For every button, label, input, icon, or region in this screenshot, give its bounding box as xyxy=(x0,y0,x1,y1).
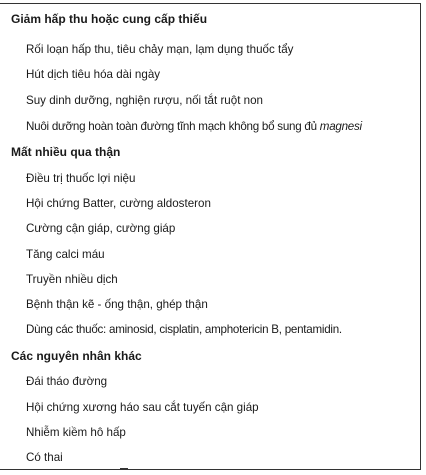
table-bottom-border xyxy=(0,469,421,470)
list-item: Cường cận giáp, cường giáp xyxy=(26,222,176,235)
list-item: Hội chứng xương háo sau cắt tuyến cận giáp xyxy=(26,401,259,414)
list-item: Hội chứng Batter, cường aldosteron xyxy=(26,197,211,210)
list-item: Đái tháo đường xyxy=(26,375,108,388)
list-item: Nhiễm kiềm hô hấp xyxy=(26,426,126,439)
list-item: Rối loạn hấp thu, tiêu chảy mạn, lạm dụng thuốc tẩy xyxy=(26,43,294,56)
section-heading-renal-loss: Mất nhiều qua thận xyxy=(11,145,121,159)
list-item: Điều trị thuốc lợi niệu xyxy=(26,172,136,185)
list-item: Bệnh thận kẽ - ống thận, ghép thận xyxy=(26,298,208,311)
section-heading-reduced-intake: Giảm hấp thu hoặc cung cấp thiếu xyxy=(11,12,208,26)
list-item-text-tail: magnesi xyxy=(319,120,362,133)
section-heading-other-causes: Các nguyên nhân khác xyxy=(11,349,142,363)
list-item: Truyền nhiều dịch xyxy=(26,273,118,286)
bottom-tick-mark xyxy=(120,468,128,470)
table-top-border xyxy=(0,3,420,4)
table-right-border xyxy=(420,3,421,469)
list-item: Suy dinh dưỡng, nghiện rượu, nối tắt ruột non xyxy=(26,94,263,107)
list-item: Dùng các thuốc: aminosid, cisplatin, amphotericin B, pentamidin. xyxy=(26,323,342,336)
list-item: Có thai xyxy=(26,451,63,464)
list-item: Tăng calci máu xyxy=(26,248,105,261)
list-item-text: Nuôi dưỡng hoàn toàn đường tĩnh mạch không bổ sung đủ xyxy=(26,120,317,133)
list-item xyxy=(26,120,362,134)
list-item: Hút dịch tiêu hóa dài ngày xyxy=(26,68,161,81)
